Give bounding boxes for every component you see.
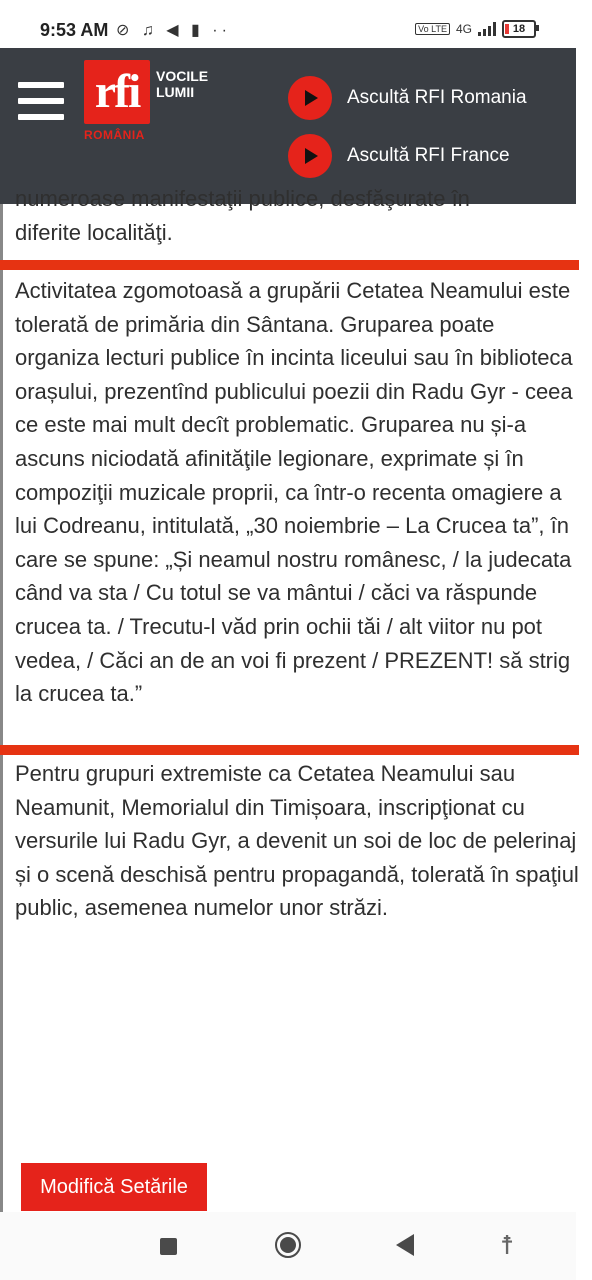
android-nav-bar — [0, 1212, 576, 1280]
paragraph-line: diferite localităţi. — [15, 219, 173, 245]
section-divider — [0, 260, 579, 270]
section-divider — [0, 745, 579, 755]
system-icons — [415, 20, 536, 38]
logo-tagline — [156, 68, 208, 100]
network-type: 4G — [455, 22, 472, 36]
volte-icon: Vo LTE — [415, 23, 450, 35]
status-time: 9:53 AM — [40, 20, 109, 40]
play-icon — [288, 76, 332, 120]
logo-tagline-line-1: VOCILE — [156, 68, 209, 84]
article-body — [0, 186, 579, 1212]
hamburger-menu-icon[interactable] — [18, 82, 64, 122]
modify-settings-button[interactable]: Modifică Setările — [21, 1163, 207, 1211]
logo-subtitle: ROMÂNIA — [84, 128, 145, 142]
notification-icons: ⊘ ♫ ◀ ▮ ·· — [116, 22, 231, 39]
article-paragraph: Activitatea zgomotoasă a grupării Cetatea Neamului este tolerată de primăria din Sântana. Gruparea poate organiza lecturi publice în incinta liceului sau în biblioteca orașului, prezentînd publicului poezii din Radu Gyr - ceea ce este mai mult decît problematic. Gruparea nu și-a ascuns niciodată afinităţile legionare, exprimate și în compoziţii muzicale proprii, ca într-o recenta omagiere a lui Codreanu, intitulată, „30 noiembrie – La Crucea ta”, în care se spune: „Și neamul nostru românesc, / la judecata când va sta / Cu totul se va mântui / căci va răspunde crucea ta. / Trecutu-l văd prin ochii tăi / alt viitor nu pot vedea, / Căci an de an voi fi prezent / PREZENT! să strig la crucea ta.” — [15, 278, 573, 707]
logo-text: rfi — [94, 65, 140, 118]
signal-icon — [478, 22, 496, 36]
listen-romania-label: Ascultă RFI Romania — [347, 87, 527, 108]
site-header — [0, 48, 576, 204]
accessibility-icon[interactable]: ☨ — [500, 1230, 515, 1260]
listen-rfi-romania-button[interactable] — [288, 76, 527, 120]
home-icon[interactable] — [275, 1232, 301, 1258]
article-paragraph: Pentru grupuri extremiste ca Cetatea Neamului sau Neamunit, Memorialul din Timișoara, inscripţionat cu versurile lui Radu Gyr, a devenit un soi de loc de pelerinaj și o scenă deschisă pentru propagandă, tolerată în spaţiul public, asemenea numelor unor străzi. — [15, 761, 579, 921]
logo-tagline-line-2: LUMII — [156, 84, 195, 100]
listen-france-label: Ascultă RFI France — [347, 145, 510, 166]
status-bar — [0, 0, 576, 48]
back-icon[interactable] — [396, 1234, 414, 1256]
battery-level: 18 — [512, 23, 526, 35]
play-icon — [288, 134, 332, 178]
rfi-logo[interactable] — [84, 60, 150, 124]
paragraph-line: numeroase manifestaţii publice, desfăşurate în — [15, 186, 470, 211]
article-paragraph-partial — [3, 182, 587, 249]
recent-apps-icon[interactable] — [160, 1238, 177, 1255]
battery-icon — [502, 20, 536, 38]
listen-rfi-france-button[interactable] — [288, 134, 510, 178]
